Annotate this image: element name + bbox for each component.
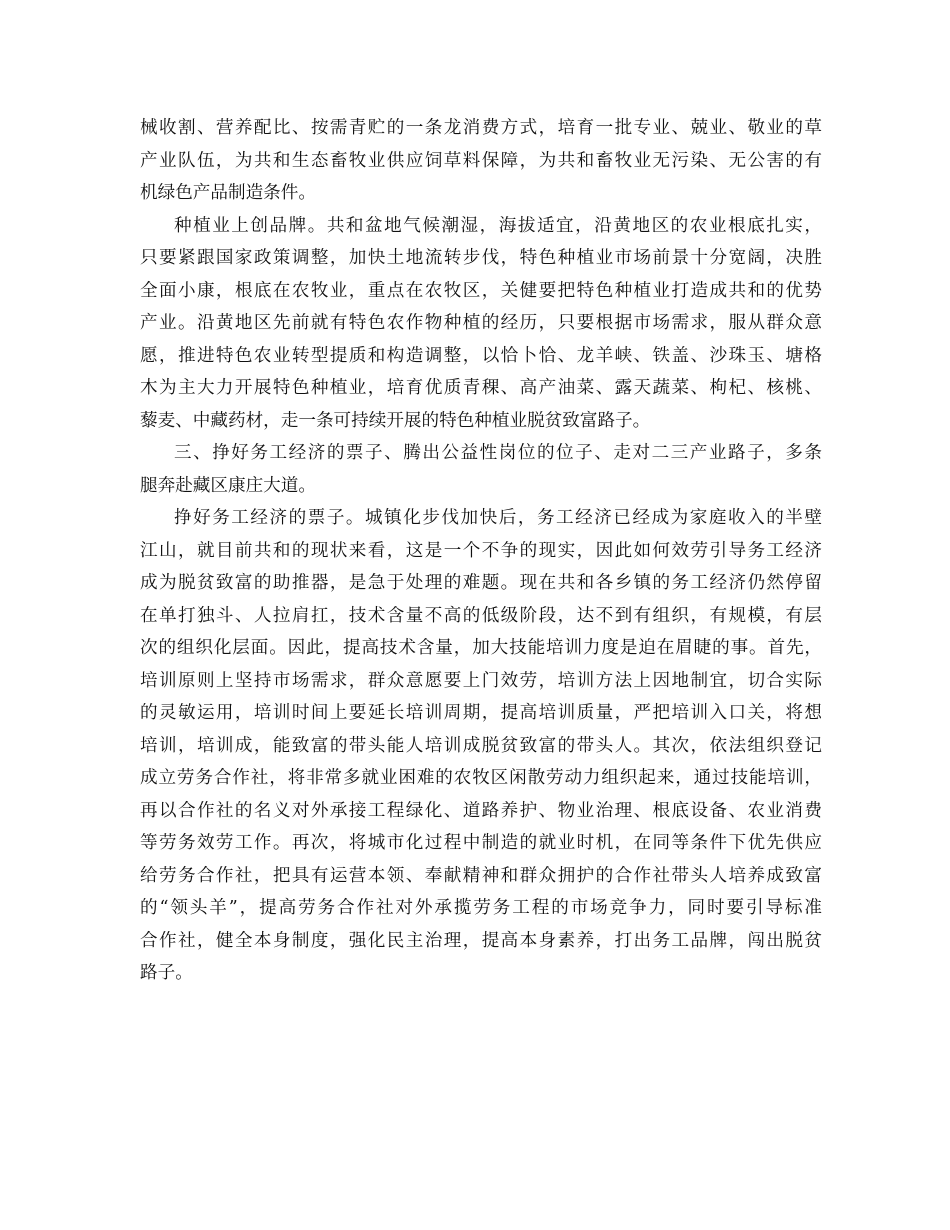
text-line: 械收割、营养配比、按需青贮的一条龙消费方式，培育一批专业、兢业、敬业的草 [140, 118, 822, 138]
text-line: 三、挣好务工经济的票子、腾出公益性岗位的位子、走对二三产业路子，多条 [174, 443, 822, 463]
text-line: 路子。 [140, 963, 193, 983]
text-line: 江山，就目前共和的现状来看，这是一个不争的现实，因此如何效劳引导务工经济 [140, 540, 822, 561]
text-line: 给劳务合作社，把具有运营本领、奉献精神和群众拥护的合作社带头人培养成致富 [140, 865, 822, 886]
paragraph [140, 437, 822, 502]
text-line: 机绿色产品制造条件。 [140, 183, 316, 203]
text-line: 种植业上创品牌。共和盆地气候潮湿，海拔适宜，沿黄地区的农业根底扎实， [174, 215, 822, 236]
text-line: 在单打独斗、人拉肩扛，技术含量不高的低级阶段，达不到有组织，有规模，有层 [140, 605, 822, 626]
text-line: 挣好务工经济的票子。城镇化步伐加快后，务工经济已经成为家庭收入的半壁 [174, 508, 822, 528]
text-line: 愿，推进特色农业转型提质和构造调整，以恰卜恰、龙羊峡、铁盖、沙珠玉、塘格 [140, 345, 822, 366]
paragraph [140, 112, 822, 210]
text-line: 木为主大力开展特色种植业，培育优质青稞、高产油菜、露天蔬菜、枸杞、核桃、 [140, 378, 822, 398]
text-line: 产业队伍，为共和生态畜牧业供应饲草料保障，为共和畜牧业无污染、无公害的有 [140, 150, 822, 171]
text-line: 次的组织化层面。因此，提高技术含量，加大技能培训力度是迫在眉睫的事。首先， [140, 638, 822, 658]
paragraph [140, 502, 822, 990]
text-line: 再以合作社的名义对外承接工程绿化、道路养护、物业治理、根底设备、农业消费 [140, 800, 822, 821]
text-line: 只要紧跟国家政策调整，加快土地流转步伐，特色种植业市场前景十分宽阔，决胜 [140, 248, 822, 268]
text-line: 合作社，健全本身制度，强化民主治理，提高本身素养，打出务工品牌，闯出脱贫 [140, 930, 822, 951]
paragraph [140, 210, 822, 438]
text-line: 全面小康，根底在农牧业，重点在农牧区，关健要把特色种植业打造成共和的优势 [140, 280, 822, 301]
text-line: 成为脱贫致富的助推器，是急于处理的难题。现在共和各乡镇的务工经济仍然停留 [140, 573, 822, 593]
text-line: 藜麦、中藏药材，走一条可持续开展的特色种植业脱贫致富路子。 [140, 410, 651, 431]
text-line: 成立劳务合作社，将非常多就业困难的农牧区闲散劳动力组织起来，通过技能培训， [140, 768, 822, 788]
text-line: 产业。沿黄地区先前就有特色农作物种植的经历，只要根据市场需求，服从群众意 [140, 313, 822, 333]
text-line: 腿奔赴藏区康庄大道。 [140, 475, 316, 496]
text-line: 的“领头羊”，提高劳务合作社对外承揽劳务工程的市场竞争力，同时要引导标准 [140, 898, 822, 918]
text-line: 的灵敏运用，培训时间上要延长培训周期，提高培训质量，严把培训入口关，将想 [140, 703, 822, 723]
text-line: 培训原则上坚持市场需求，群众意愿要上门效劳，培训方法上因地制宜，切合实际 [140, 670, 822, 691]
text-line: 培训，培训成，能致富的带头能人培训成脱贫致富的带头人。其次，依法组织登记 [140, 735, 822, 756]
document-body [140, 112, 822, 990]
text-line: 等劳务效劳工作。再次，将城市化过程中制造的就业时机，在同等条件下优先供应 [140, 833, 822, 853]
